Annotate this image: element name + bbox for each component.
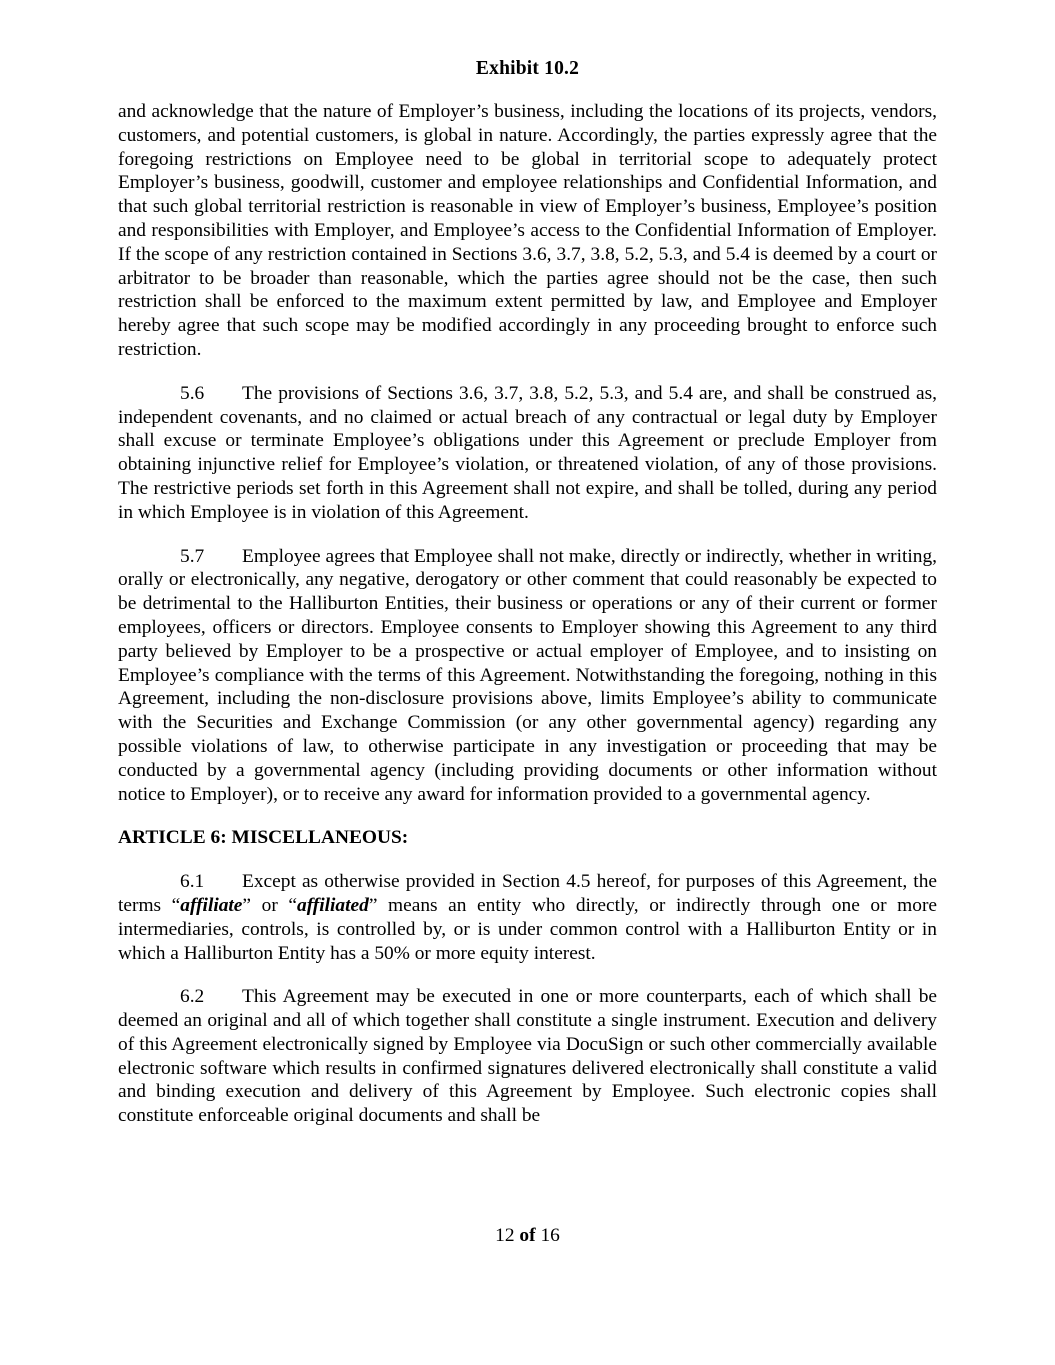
page-title: Exhibit 10.2 bbox=[475, 58, 580, 79]
paragraph-section-5-6 bbox=[118, 382, 937, 525]
paragraph-section-6-1 bbox=[118, 870, 937, 965]
section-number-5-6: 5.6 bbox=[180, 382, 205, 404]
paragraph-text: and acknowledge that the nature of Employer’s business, including the locations of its projects, vendors, customers, and potential customers, is global in nature. Accordingly, the parties expressly agree that the foregoing restrictions on Employee need to be global in territorial scope to adequately protect Employer’s business, goodwill, customer and employee relationships and Confidential Information, and that such global territorial restriction is reasonable in view of Employer’s business, Employee’s position and responsibilities with Employer, and Employee’s access to the Confidential Information of Employer. If the scope of any restriction contained in Sections 3.6, 3.7, 3.8, 5.2, 5.3, and 5.4 is deemed by a court or arbitrator to be broader than reasonable, which the parties agree should not be the case, then such restriction shall be enforced to the maximum extent permitted by law, and Employee and Employer hereby agree that such scope may be modified accordingly in any proceeding brought to enforce such restriction. bbox=[118, 101, 937, 360]
paragraph-continuation bbox=[118, 100, 937, 362]
paragraph-text-part-2: ” or “ bbox=[242, 894, 297, 916]
paragraph-section-5-7 bbox=[118, 545, 937, 807]
footer-separator: of bbox=[519, 1225, 536, 1246]
emphasis-affiliated: affiliated bbox=[297, 894, 369, 916]
paragraph-text: This Agreement may be executed in one or more counterparts, each of which shall be deemed an original and all of which together shall constitute a single instrument. Execution and delivery of this Agreement electronically signed by Employee via DocuSign or such other commercially available electronic software which results in confirmed signatures delivered electronically shall constitute a valid and binding execution and delivery of this Agreement by Employee. Such electronic copies shall constitute enforceable original documents and shall be bbox=[118, 986, 937, 1127]
paragraph-text-part-1: Except as otherwise provided in Section 4.5 hereof, for purposes of this Agreement, the terms “ bbox=[118, 871, 937, 916]
paragraph-section-6-2 bbox=[118, 985, 937, 1128]
page-footer bbox=[0, 1225, 1055, 1247]
section-number-6-2: 6.2 bbox=[180, 986, 205, 1008]
article-heading: ARTICLE 6: MISCELLANEOUS: bbox=[118, 827, 409, 849]
footer-total-pages: 16 bbox=[540, 1225, 560, 1246]
emphasis-affiliate: affiliate bbox=[180, 894, 243, 916]
footer-current-page: 12 bbox=[495, 1225, 515, 1246]
paragraph-text: Employee agrees that Employee shall not make, directly or indirectly, whether in writing, orally or electronically, any negative, derogatory or other comment that could reasonably be expected to be detrimental to the Halliburton Entities, their business or operations or any of their current or former employees, officers or directors. Employee consents to Employer showing this Agreement to any third party believed by Employer to be a prospective or actual employer of Employee, and to insisting on Employee’s compliance with the terms of this Agreement. Notwithstanding the foregoing, nothing in this Agreement, including the non-disclosure provisions above, limits Employee’s ability to communicate with the Securities and Exchange Commission (or any other governmental agency) regarding any possible violations of law, to otherwise participate in any investigation or proceeding that may be conducted by a governmental agency (including providing documents or other information without notice to Employer), or to receive any award for information provided to a governmental agency. bbox=[118, 545, 937, 805]
section-number-6-1: 6.1 bbox=[180, 871, 205, 893]
paragraph-text: The provisions of Sections 3.6, 3.7, 3.8, 5.2, 5.3, and 5.4 are, and shall be construed as, independent covenants, and no claimed or actual breach of any contractual or legal duty by Employer shall excuse or terminate Employee’s obligations under this Agreement or preclude Employer from obtaining injunctive relief for Employee’s violation, or threatened violation, of any of those provisions. The restrictive periods set forth in this Agreement shall not expire, and shall be tolled, during any period in which Employee is in violation of this Agreement. bbox=[118, 382, 937, 523]
section-number-5-7: 5.7 bbox=[180, 545, 205, 567]
paragraph-text-part-3: ” means an entity who directly, or indirectly through one or more intermediaries, controls, is controlled by, or is under common control with a Halliburton Entity or in which a Halliburton Entity has a 50% or more equity interest. bbox=[118, 894, 938, 964]
